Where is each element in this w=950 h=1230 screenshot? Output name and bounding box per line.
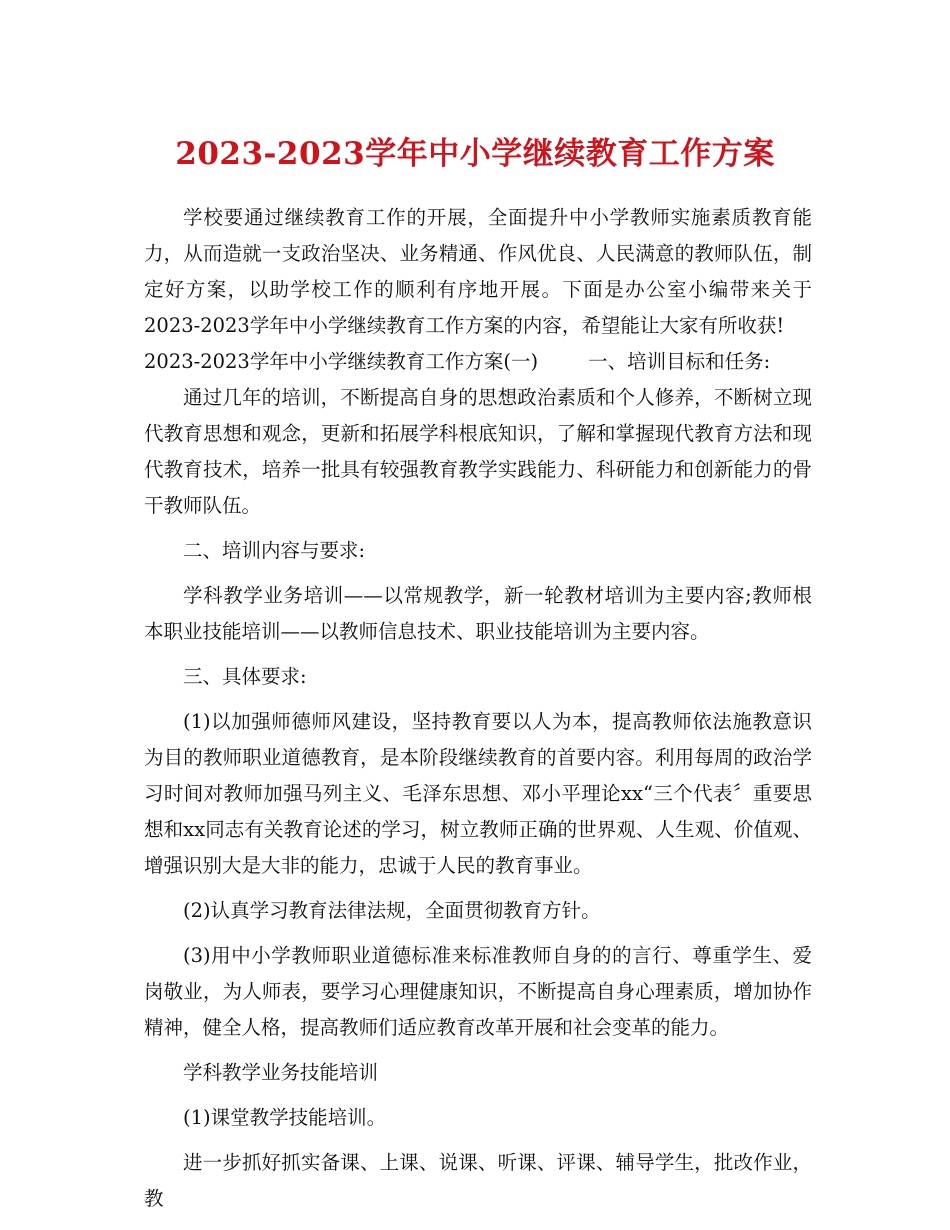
section-1-heading: 一、培训目标和任务: [588, 350, 771, 373]
skill-1-paragraph: 进一步抓好抓实备课、上课、说课、听课、评课、辅导学生，批改作业，教 [144, 1151, 812, 1210]
requirement-3: (3)用中小学教师职业道德标准来标准教师自身的的言行、尊重学生、爱岗敬业，为人师表，要学习心理健康知识，不断提高自身心理素质，增加协作精神，健全人格，提高教师们适应教育改革开展和社会变革的能力。 [144, 944, 812, 1039]
subtitle-1: 2023-2023学年中小学继续教育工作方案(一) [144, 350, 539, 373]
document-body [144, 200, 812, 1217]
skills-heading: 学科教学业务技能培训 [183, 1061, 379, 1084]
document-title: 2023-2023学年中小学继续教育工作方案 [175, 136, 775, 172]
section-2-paragraph: 学科教学业务培训——以常规教学，新一轮教材培训为主要内容;教师根本职业技能培训——以教师信息技术、职业技能培训为主要内容。 [144, 584, 812, 643]
requirement-1: (1)以加强师德师风建设，坚持教育要以人为本，提高教师依法施教意识为目的教师职业道德教育，是本阶段继续教育的首要内容。利用每周的政治学习时间对教师加强马列主义、毛泽东思想、邓小平理论xx“三个代表〞重要思想和xx同志有关教育论述的学习，树立教师正确的世界观、人生观、价值观、增强识别大是大非的能力，忠诚于人民的教育事业。 [144, 710, 812, 877]
subtitle-line [144, 344, 812, 380]
section-3-heading: 三、具体要求: [183, 665, 307, 688]
section-2-heading: 二、培训内容与要求: [183, 539, 366, 562]
section-1-paragraph: 通过几年的培训，不断提高自身的思想政治素质和个人修养，不断树立现代教育思想和观念，更新和拓展学科根底知识，了解和掌握现代教育方法和现代教育技术，培养一批具有较强教育教学实践能力、科研能力和创新能力的骨干教师队伍。 [144, 386, 812, 517]
requirement-2: (2)认真学习教育法律法规，全面贯彻教育方针。 [183, 899, 601, 922]
skill-1: (1)课堂教学技能培训。 [183, 1106, 387, 1129]
intro-paragraph: 学校要通过继续教育工作的开展，全面提升中小学教师实施素质教育能力，从而造就一支政治坚决、业务精通、作风优良、人民满意的教师队伍，制定好方案，以助学校工作的顺利有序地开展。下面是办公室小编带来关于2023-2023学年中小学继续教育工作方案的内容，希望能让大家有所收获! [144, 206, 812, 337]
